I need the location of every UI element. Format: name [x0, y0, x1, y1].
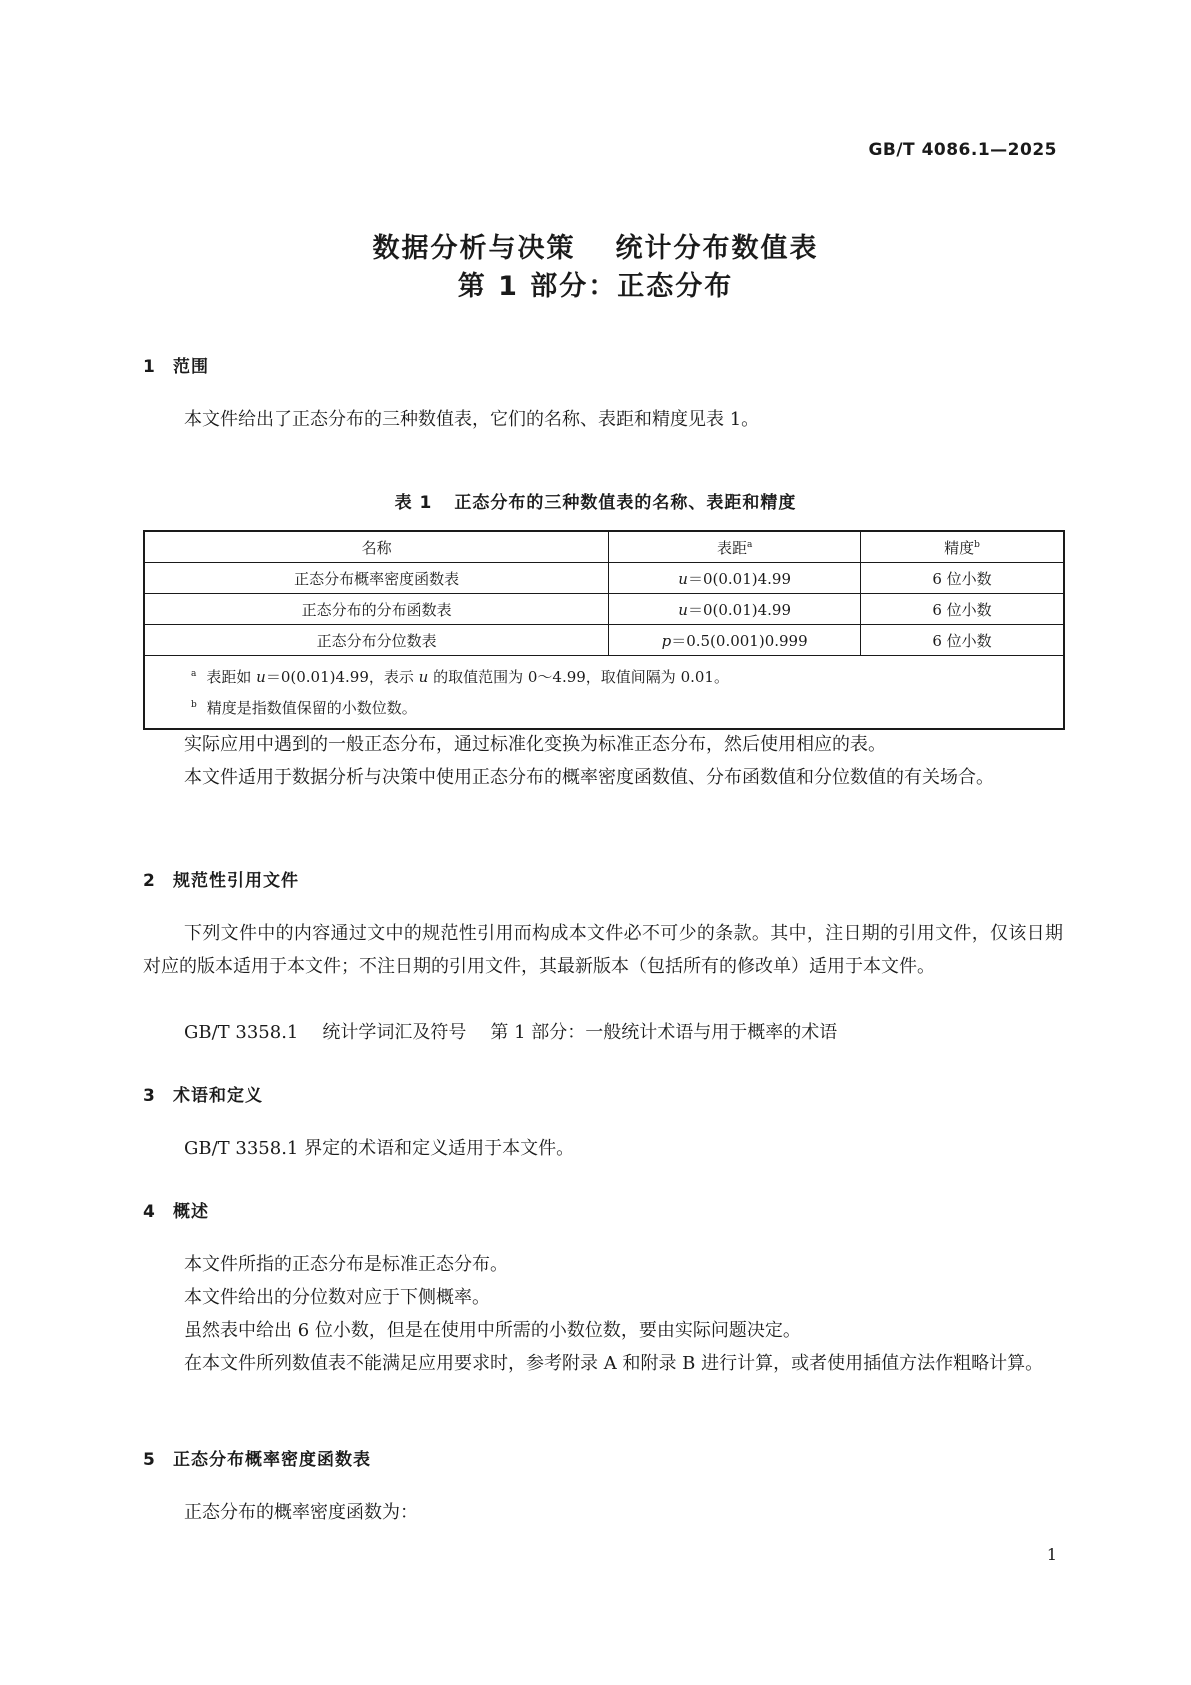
page-number: 1 [1046, 1545, 1057, 1564]
section-title: 术语和定义 [173, 1086, 263, 1106]
title-part2: 统计分布数值表 [615, 233, 819, 264]
paragraph: GB/T 3358.1 界定的术语和定义适用于本文件。 [184, 1138, 575, 1159]
cell-name: 正态分布分位数表 [144, 625, 609, 656]
section-number: 2 [143, 871, 156, 891]
paragraph: 本文件所指的正态分布是标准正态分布。 [184, 1254, 508, 1275]
cell-precision: 6 位小数 [860, 625, 1064, 656]
table-notes-row [144, 656, 1064, 730]
cell-name: 正态分布概率密度函数表 [144, 563, 609, 594]
table-notes [144, 656, 1064, 730]
section-number: 4 [143, 1202, 156, 1222]
document-title-line1 [0, 226, 1191, 265]
section-number: 1 [143, 357, 156, 377]
table-note-b: $^b$ 精度是指数值保留的小数位数。 [191, 699, 417, 717]
paragraph: 本文件适用于数据分析与决策中使用正态分布的概率密度函数值、分布函数值和分位数值的有关场合。 [184, 767, 994, 788]
title-part1: 数据分析与决策 [372, 233, 576, 264]
table-note-a: $^a$ 表距如 u＝0(0.01)4.99，表示 u 的取值范围为 0～4.99，取值间隔为 0.01。 [191, 668, 729, 686]
section-heading-5 [143, 1445, 371, 1470]
paragraph: 本文件给出了正态分布的三种数值表，它们的名称、表距和精度见表 1。 [184, 409, 760, 430]
normative-reference [143, 1016, 1104, 1049]
paragraph: 虽然表中给出 6 位小数，但是在使用中所需的小数位数，要由实际问题决定。 [184, 1320, 801, 1341]
table-row [144, 625, 1064, 656]
table-header-row [144, 531, 1064, 563]
standard-code: GB/T 4086.1—2025 [868, 140, 1057, 160]
header-precision: 精度$^b$ [860, 531, 1064, 563]
table-caption-title: 正态分布的三种数值表的名称、表距和精度 [454, 493, 797, 513]
paragraph: 本文件给出的分位数对应于下侧概率。 [184, 1287, 490, 1308]
paragraph: 在本文件所列数值表不能满足应用要求时，参考附录 A 和附录 B 进行计算，或者使用插值方法作粗略计算。 [184, 1353, 1044, 1374]
reference-title: 统计学词汇及符号 [322, 1022, 467, 1043]
section-title: 概述 [173, 1202, 209, 1222]
cell-name: 正态分布的分布函数表 [144, 594, 609, 625]
cell-spacing: u＝0(0.01)4.99 [609, 563, 861, 594]
reference-code: GB/T 3358.1 [184, 1022, 299, 1043]
section-heading-1 [143, 352, 209, 377]
cell-spacing: u＝0(0.01)4.99 [609, 594, 861, 625]
section-number: 3 [143, 1086, 156, 1106]
section-title: 正态分布概率密度函数表 [173, 1450, 371, 1470]
paragraph: 实际应用中遇到的一般正态分布，通过标准化变换为标准正态分布，然后使用相应的表。 [184, 734, 886, 755]
header-name: 名称 [144, 531, 609, 563]
table-1 [143, 530, 1065, 730]
cell-spacing: p＝0.5(0.001)0.999 [609, 625, 861, 656]
header-spacing: 表距$^a$ [609, 531, 861, 563]
cell-precision: 6 位小数 [860, 594, 1064, 625]
section-heading-4 [143, 1197, 209, 1222]
table-caption [0, 488, 1191, 513]
paragraph: 正态分布的概率密度函数为： [184, 1502, 418, 1523]
section-title: 范围 [173, 357, 209, 377]
table-row [144, 563, 1064, 594]
table-caption-label: 表 1 [394, 493, 433, 513]
table-row [144, 594, 1064, 625]
document-title-line2: 第 1 部分：正态分布 [457, 271, 734, 302]
section-number: 5 [143, 1450, 156, 1470]
section-title: 规范性引用文件 [173, 871, 299, 891]
section-heading-2 [143, 866, 299, 891]
cell-precision: 6 位小数 [860, 563, 1064, 594]
section-heading-3 [143, 1081, 263, 1106]
paragraph: 下列文件中的内容通过文中的规范性引用而构成本文件必不可少的条款。其中，注日期的引用文件，仅该日期对应的版本适用于本文件；不注日期的引用文件，其最新版本（包括所有的修改单）适用于本文件。 [143, 923, 1063, 977]
reference-part: 第 1 部分：一般统计术语与用于概率的术语 [490, 1022, 838, 1043]
